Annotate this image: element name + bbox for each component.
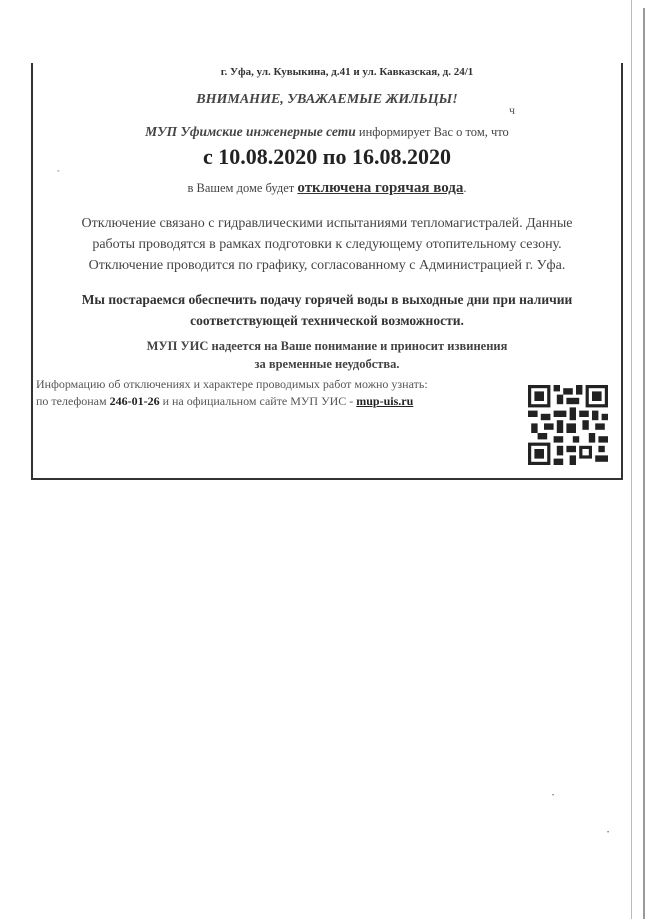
contact-info xyxy=(36,376,428,410)
address: г. Уфа, ул. Кувыкина, д.41 и ул. Кавказская, д. 24/1 xyxy=(220,66,474,78)
outage-dates: с 10.08.2020 по 16.08.2020 xyxy=(203,144,451,169)
weekend-supply-paragraph xyxy=(33,289,621,331)
contact-line-2 xyxy=(36,393,428,410)
weekend-line-1: Мы постараемся обеспечить подачу горячей воды в выходные дни при наличии xyxy=(81,292,573,307)
apology-paragraph xyxy=(33,337,621,373)
apology-line-2: за временные неудобства. xyxy=(254,357,400,371)
reason-line-3: Отключение проводится по графику, согласованному с Администрацией г. Уфа. xyxy=(88,258,566,273)
qr-code xyxy=(528,385,608,465)
outage-line xyxy=(33,180,621,197)
outage-prefix: в Вашем доме будет xyxy=(187,181,298,195)
attention-heading: ВНИМАНИЕ, УВАЖАЕМЫЕ ЖИЛЬЦЫ! xyxy=(196,92,458,107)
phone-prefix: по телефонам xyxy=(36,394,110,408)
weekend-line-2: соответствующей технической возможности. xyxy=(190,313,464,328)
scan-speck: • xyxy=(607,830,610,836)
outage-suffix: . xyxy=(463,181,467,195)
outage-subject: отключена горячая вода xyxy=(297,180,464,196)
informs-text: информирует Вас о том, что xyxy=(355,125,509,139)
scan-speck: • xyxy=(552,793,555,799)
organization-name: МУП Уфимские инженерные сети xyxy=(145,124,356,139)
scan-edge-top xyxy=(631,0,632,919)
apology-line-1: МУП УИС надеется на Ваше понимание и приносит извинения xyxy=(146,339,508,353)
notice-frame xyxy=(31,63,623,480)
site-prefix: и на официальном сайте МУП УИС - xyxy=(159,394,357,408)
scan-edge-right xyxy=(643,8,645,919)
reason-paragraph xyxy=(33,213,621,276)
website-link[interactable]: mup-uis.ru xyxy=(356,394,414,408)
reason-line-2: работы проводятся в рамках подготовки к следующему отопительному сезону. xyxy=(92,237,562,252)
phone-number: 246-01-26 xyxy=(109,394,160,408)
contact-line-1: Информацию об отключениях и характере проводимых работ можно узнать: xyxy=(36,377,428,391)
scan-speck: ◦ xyxy=(57,167,60,175)
reason-line-1: Отключение связано с гидравлическими испытаниями тепломагистралей. Данные xyxy=(81,216,573,231)
informs-line xyxy=(33,124,621,140)
scan-speck: ч xyxy=(509,103,516,117)
